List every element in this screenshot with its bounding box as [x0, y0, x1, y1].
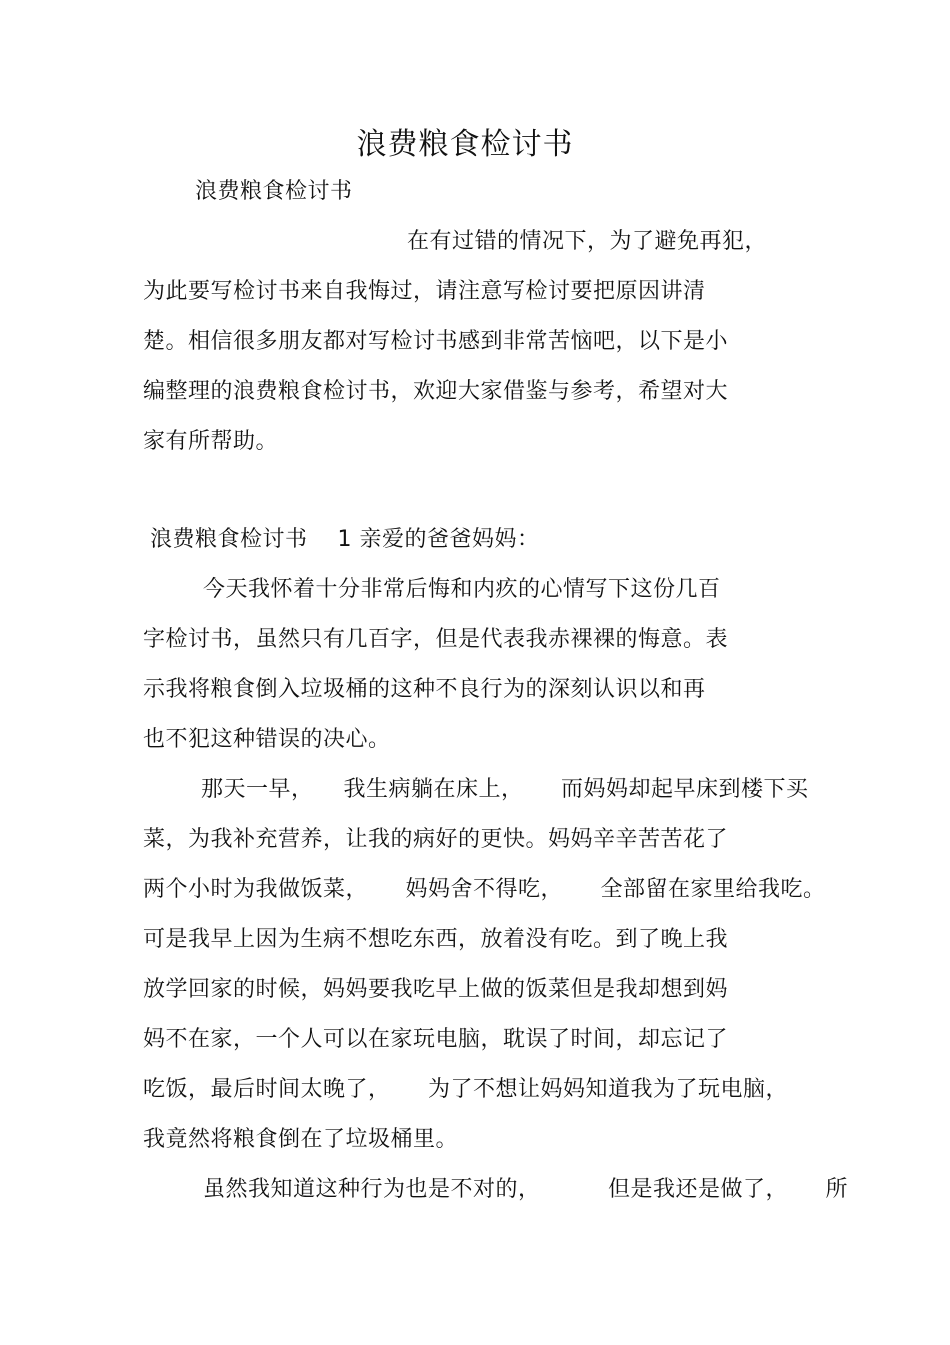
paragraph-line: 两个小时为我做饭菜， 妈妈舍不得吃， 全部留在家里给我吃。 — [143, 877, 826, 902]
paragraph-line: 放学回家的时候，妈妈要我吃早上做的饭菜但是我却想到妈 — [143, 977, 729, 1002]
paragraph-line: 妈不在家，一个人可以在家玩电脑，耽误了时间，却忘记了 — [143, 1027, 729, 1052]
paragraph-line: 那天一早， 我生病躺在床上， 而妈妈却起早床到楼下买 — [201, 777, 809, 802]
paragraph-line: 可是我早上因为生病不想吃东西，放着没有吃。到了晚上我 — [143, 927, 729, 952]
section-heading: 浪费粮食检讨书 1 亲爱的爸爸妈妈： — [150, 527, 540, 552]
paragraph-line: 在有过错的情况下，为了避免再犯， — [407, 229, 768, 254]
paragraph-line: 家有所帮助。 — [143, 429, 279, 454]
paragraph-line: 菜，为我补充营养，让我的病好的更快。妈妈辛辛苦苦花了 — [143, 827, 729, 852]
paragraph-line: 吃饭，最后时间太晚了， 为了不想让妈妈知道我为了玩电脑， — [143, 1077, 788, 1102]
paragraph-line: 为此要写检讨书来自我悔过，请注意写检讨要把原因讲清 — [143, 279, 706, 304]
paragraph-line: 今天我怀着十分非常后悔和内疚的心情写下这份几百 — [203, 577, 721, 602]
paragraph-line: 字检讨书，虽然只有几百字，但是代表我赤裸裸的悔意。表 — [143, 627, 729, 652]
paragraph-line: 示我将粮食倒入垃圾桶的这种不良行为的深刻认识以和再 — [143, 677, 706, 702]
paragraph-line: 我竟然将粮食倒在了垃圾桶里。 — [143, 1127, 459, 1152]
paragraph-line: 楚。相信很多朋友都对写检讨书感到非常苦恼吧，以下是小 — [143, 329, 729, 354]
paragraph-line: 编整理的浪费粮食检讨书，欢迎大家借鉴与参考，希望对大 — [143, 379, 729, 404]
paragraph-line: 也不犯这种错误的决心。 — [143, 727, 391, 752]
subtitle-line: 浪费粮食检讨书 — [195, 179, 353, 204]
document-title: 浪费粮食检讨书 — [356, 127, 574, 162]
paragraph-line: 虽然我知道这种行为也是不对的， 但是我还是做了， 所 — [203, 1177, 848, 1202]
